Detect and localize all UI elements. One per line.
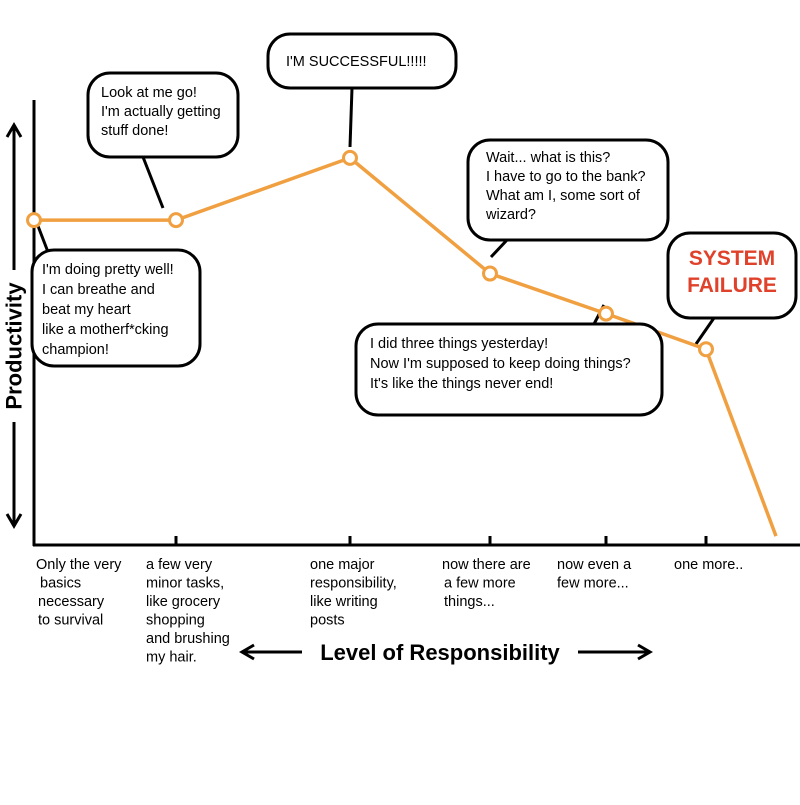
x-axis-label: Level of Responsibility bbox=[320, 640, 560, 665]
x-tick-label bbox=[674, 557, 743, 573]
x-tick-label-line: basics bbox=[40, 575, 82, 592]
annotation-bubbles bbox=[32, 34, 796, 415]
data-point-marker bbox=[484, 267, 497, 280]
y-axis-label: Productivity bbox=[1, 282, 27, 410]
annotation-text bbox=[286, 54, 427, 70]
annotation-line: I have to go to the bank? bbox=[486, 169, 646, 185]
annotation-line: FAILURE bbox=[687, 274, 777, 297]
x-tick-label-line: like grocery bbox=[146, 594, 221, 610]
x-tick-label-line: responsibility, bbox=[310, 575, 397, 592]
annotation-line: wizard? bbox=[486, 207, 536, 223]
annotation-line: SYSTEM bbox=[688, 247, 776, 270]
x-tick-label-line: to survival bbox=[38, 612, 104, 629]
x-tick-label-line: and brushing bbox=[146, 631, 230, 647]
annotation-line: champion! bbox=[42, 342, 109, 358]
x-tick-label bbox=[557, 557, 632, 592]
annotation-line: I did three things yesterday! bbox=[370, 336, 549, 352]
y-axis-label-group bbox=[2, 125, 27, 526]
x-tick-label-line: few more... bbox=[557, 575, 629, 592]
annotation-line: I'm actually getting bbox=[101, 104, 221, 120]
annotation-line: It's like the things never end! bbox=[370, 376, 554, 392]
annotation-line: Wait... what is this? bbox=[486, 150, 611, 166]
x-tick-label-line: Only the very bbox=[36, 557, 122, 573]
data-point-marker bbox=[28, 214, 41, 227]
data-point-marker bbox=[600, 307, 613, 320]
x-tick-label-line: one more.. bbox=[674, 557, 744, 573]
x-tick-label bbox=[146, 557, 230, 666]
x-tick-label bbox=[36, 557, 122, 629]
annotation-line: beat my heart bbox=[42, 302, 131, 318]
annotation-line: like a motherf*cking bbox=[42, 322, 169, 338]
x-tick-label-line: necessary bbox=[38, 594, 105, 610]
x-tick-label-line: things... bbox=[444, 594, 495, 610]
x-tick-label-line: now even a bbox=[557, 557, 632, 573]
x-tick-label-line: now there are bbox=[442, 557, 531, 573]
x-tick-label-line: posts bbox=[310, 612, 345, 629]
annotation-connector bbox=[350, 88, 352, 147]
annotation-line: What am I, some sort of bbox=[486, 188, 640, 204]
data-point-marker bbox=[700, 343, 713, 356]
x-tick-label-line: shopping bbox=[146, 612, 205, 629]
x-tick-label bbox=[310, 557, 397, 629]
annotation-line: Now I'm supposed to keep doing things? bbox=[370, 356, 631, 372]
annotation-connector bbox=[696, 318, 714, 344]
x-tick-label-line: like writing bbox=[310, 594, 378, 610]
x-tick-label-line: minor tasks, bbox=[146, 575, 225, 592]
x-tick-label-line: a few more bbox=[444, 575, 516, 592]
annotation-connector bbox=[38, 226, 48, 252]
annotation-line: I can breathe and bbox=[42, 282, 155, 298]
data-point-marker bbox=[170, 214, 183, 227]
x-tick-label-line: my hair. bbox=[146, 649, 197, 666]
annotation-connector bbox=[143, 157, 163, 208]
data-point-marker bbox=[344, 151, 357, 164]
x-tick-label bbox=[442, 557, 531, 610]
x-axis-label-group bbox=[242, 640, 650, 665]
annotation-line: stuff done! bbox=[101, 123, 169, 139]
annotation-line: Look at me go! bbox=[101, 85, 197, 101]
x-tick-label-line: one major bbox=[310, 557, 375, 573]
x-tick-label-line: a few very bbox=[146, 557, 213, 573]
annotation-line: I'm doing pretty well! bbox=[42, 262, 174, 278]
annotation-line: I'M SUCCESSFUL!!!!! bbox=[286, 54, 427, 70]
annotation-connector bbox=[491, 240, 507, 257]
